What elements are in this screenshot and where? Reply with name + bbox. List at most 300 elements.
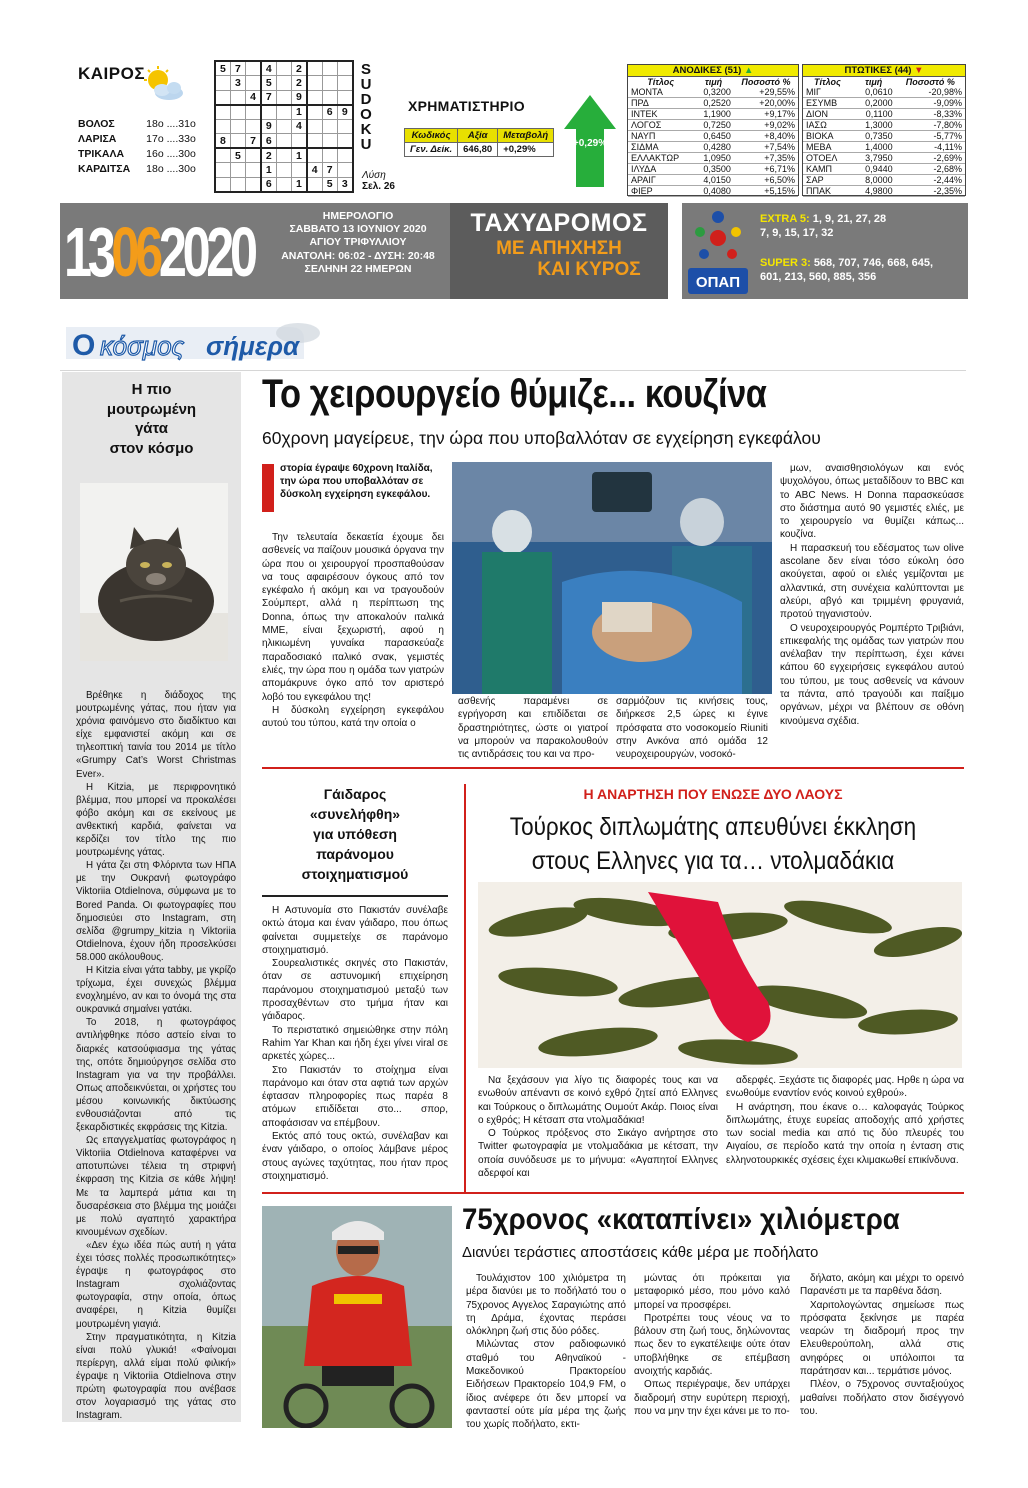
sun-cloud-icon <box>142 66 184 104</box>
market-price: 0,9440 <box>852 164 896 175</box>
sudoku-cell: 7 <box>230 61 245 76</box>
gainers-title <box>628 65 798 77</box>
sudoku-cell <box>291 134 306 149</box>
market-col-header: Τίτλος <box>647 77 675 87</box>
stock-index-value: 646,80 <box>458 143 498 157</box>
sudoku-cell: 9 <box>261 119 276 134</box>
market-price: 0,7250 <box>693 120 734 131</box>
market-row <box>803 142 965 153</box>
market-row <box>803 98 965 109</box>
extra5-numbers: 1, 9, 21, 27, 28 <box>812 213 887 225</box>
cyclist-photo <box>262 1206 452 1428</box>
weather-city: ΤΡΙΚΑΛΑ <box>78 147 125 160</box>
sudoku-cell <box>230 105 245 120</box>
sudoku-row <box>215 163 353 178</box>
cyclist-column-2 <box>634 1272 790 1418</box>
sudoku-cell <box>337 90 352 105</box>
sudoku-cell: 2 <box>291 61 306 76</box>
sudoku-cell <box>307 105 322 120</box>
donkey-title-line: για υπόθεση <box>313 826 397 842</box>
sudoku-cell <box>307 148 322 163</box>
market-row <box>628 87 798 98</box>
sudoku-cell <box>322 61 337 76</box>
sudoku-cell <box>230 177 245 192</box>
sudoku-cell: 5 <box>230 148 245 163</box>
big-date <box>64 210 254 294</box>
market-price: 1,0950 <box>693 153 734 164</box>
cat-title-line: μουτρωμένη <box>106 400 197 418</box>
paragraph: Η γάτα ζει στη Φλόριντα των ΗΠΑ με την Ουκρανή φωτογράφο Viktoriia Otdielnova, σύμφωνα με το Bored Panda. Οι φωτογραφίες που δημοσιεύει στο Instagram, στη σελίδα @grumpy_kitzia η Viktoriia Otdielnova, έχουν ήδη προσελκύσει 58.000 ακόλουθους. <box>76 860 236 963</box>
stock-title: ΧΡΗΜΑΤΙΣΤΗΡΙΟ <box>408 98 525 114</box>
market-change: -2,69% <box>896 153 965 164</box>
sudoku-solution-label: Λύση <box>362 170 386 181</box>
sudoku-cell <box>246 105 261 120</box>
market-change: +20,00% <box>734 98 798 109</box>
paragraph: Βρέθηκε η διάδοχος της μουτρωμένης γάτας, που ήταν για χρόνια φαινόμενο στο διαδίκτυο και είχε εμφανιστεί ακόμη και σε τηλεοπτική ταινία του 2014 με τίτλο «Grumpy Cat’s Worst Christmas Ever». <box>76 690 236 780</box>
paragraph: Η Kitzia είναι γάτα tabby, με γκρίζο τρίχωμα, έχει συνεχώς βλέμμα ενοχλημένο, αν και το όνομά της στα ουκρανικά σημαίνει γατάκι. <box>76 964 236 1016</box>
calendar-line: ΗΜΕΡΟΛΟΓΙΟ <box>322 210 394 222</box>
sudoku-cell <box>276 76 291 91</box>
market-row <box>803 109 965 120</box>
opap-logo <box>686 210 750 296</box>
green-up-icon: ▲ <box>744 65 754 76</box>
paragraph: Στο Πακιστάν το στοίχημα είναι παράνομο και όταν στα αφτιά των αρχών έφτασαν πληροφορίες πως παρέα 8 ατόμων επιδίδεται στο... σπορ, αποφάσισαν να επέμβουν. <box>262 1064 448 1129</box>
sudoku-cell <box>215 177 230 192</box>
calendar-line: ΑΝΑΤΟΛΗ: 06:02 - ΔΥΣΗ: 20:48 <box>281 249 435 262</box>
market-row <box>628 164 798 175</box>
opap-results <box>760 212 964 284</box>
market-symbol: ΕΛΛΑΚΤΩΡ <box>628 153 693 164</box>
market-change: +29,55% <box>734 87 798 98</box>
market-price: 1,1900 <box>693 109 734 120</box>
sudoku-letter: U <box>360 136 372 153</box>
sudoku-cell <box>215 163 230 178</box>
sudoku-cell <box>215 105 230 120</box>
weather-temp: 18ο ....30ο <box>146 162 196 175</box>
market-row <box>803 153 965 164</box>
sudoku-row <box>215 134 353 149</box>
stock-header: Μεταβολή <box>498 129 554 143</box>
super3-numbers-2: 601, 213, 560, 885, 356 <box>760 271 877 283</box>
market-symbol: ΜΕΒΑ <box>803 142 852 153</box>
sudoku-cell <box>276 148 291 163</box>
market-change: +7,35% <box>734 153 798 164</box>
main-column-4 <box>780 462 964 728</box>
paragraph: αδερφές. Ξεχάστε τις διαφορές μας. Ηρθε η ώρα να ενωθούμε εναντίον ενός κοινού εχθρού». <box>726 1075 964 1100</box>
opap-logo-icon <box>686 210 750 296</box>
sudoku-letter: S <box>360 61 371 78</box>
section-word-2: κόσμος <box>100 331 185 361</box>
stock-index-change: +0,29% <box>498 143 554 157</box>
paragraph: Η Kitzia, με περιφρονητικό βλέμμα, που μπορεί να προκαλέσει φόβο ακόμη και σε εκείνους με ανθεκτική καρδιά, φαίνεται να κερδίζει τον τίτλο της πιο μουτρωμένης γάτας. <box>76 781 236 859</box>
sudoku-cell <box>230 90 245 105</box>
market-row <box>803 131 965 142</box>
gainers-body <box>628 77 798 197</box>
section-word-1: Ο <box>72 329 96 362</box>
donkey-title-line: παράνομου <box>316 846 394 862</box>
sudoku-letter: U <box>360 76 372 93</box>
market-col-header: Ποσοστό % <box>905 77 955 87</box>
turkish-title-line: Τούρκος διπλωμάτης απευθύνει έκκληση <box>509 813 917 841</box>
paragraph: Ως επαγγελματίας φωτογράφος η Viktoriia Otdielnova καταφέρνει να αποτυπώνει τέλεια τη στριφνή έκφραση της Kitzia σε κάθε λήψη! Με τα λαμπερά μάτια και τη δυσαρέσκεια στο βλέμμα της μοιάζει με πολύ αγαπητό χαρακτήρα κινουμένων σχεδίων. <box>76 1135 236 1238</box>
turkish-headline <box>493 810 934 878</box>
paragraph: Τουλάχιστον 100 χιλιόμετρα τη μέρα διανύει με το ποδήλατό του ο 75χρονος Αγγελος Σαραγιώτης από τη Δράμα, έχοντας περάσει ολόκληρη ζωή στις δύο ρόδες. <box>466 1273 626 1338</box>
market-change: +6,71% <box>734 164 798 175</box>
masthead-tagline-1: ΜΕ ΑΠΗΧΗΣΗ <box>496 238 622 259</box>
market-symbol: ΒΙΟΚΑ <box>803 131 852 142</box>
market-price: 0,1100 <box>852 109 896 120</box>
market-change: -2,35% <box>896 186 965 197</box>
sudoku-letter: O <box>360 106 372 123</box>
sudoku-cell: 7 <box>246 134 261 149</box>
extra5-numbers-2: 7, 9, 15, 17, 32 <box>760 227 834 239</box>
paragraph: Η Αστυνομία στο Πακιστάν συνέλαβε οκτώ άτομα και έναν γάιδαρο, που όπως φαίνεται συμμετείχε σε παράνομο στοιχηματισμό. <box>262 905 448 956</box>
cyclist-column-3 <box>800 1272 964 1418</box>
drop-cap-bar <box>262 464 274 512</box>
divider <box>60 370 966 371</box>
calendar-line: ΣΕΛΗΝΗ 22 ΗΜΕΡΩΝ <box>304 262 412 275</box>
sudoku-row <box>215 177 353 192</box>
masthead-title: ΤΑΧΥΔΡΟΜΟΣ <box>470 209 648 237</box>
masthead-tagline-2: ΚΑΙ ΚΥΡΟΣ <box>537 259 641 280</box>
section-word-3: σήμερα <box>206 331 300 361</box>
market-symbol: ΟΤΟΕΛ <box>803 153 852 164</box>
sudoku-cell <box>261 105 276 120</box>
main-headline: Το χειρουργείο θύμιζε... κουζίνα <box>262 372 767 416</box>
market-price: 0,2000 <box>852 98 896 109</box>
surgery-photo <box>452 462 772 694</box>
sudoku-cell <box>230 119 245 134</box>
sudoku-row <box>215 148 353 163</box>
sudoku-cell <box>246 148 261 163</box>
sudoku-cell: 9 <box>337 105 352 120</box>
weather-row <box>78 146 196 161</box>
main-column-3: σαρμόζουν τις κινήσεις τους, διήρκεσε 2,5 ώρες κι έγινε πρόσφατα στο νοσοκομείο Riuniti στην Ανκόνα από ομάδα 12 νευροχειρουργών, νοσοκό- <box>616 696 768 761</box>
cat-title-line: Η πιο <box>131 381 172 398</box>
market-symbol: ΦΙΕΡ <box>628 186 693 197</box>
section-divider <box>262 767 964 769</box>
paragraph: Στην πραγματικότητα, η Kitzia είναι πολύ γλυκιά! «Φαίνομαι περίεργη, αλλά είμαι πολύ φιλική» έγραψε η Viktoriia Otdielnova στην πρώτη φωτογραφία που ανέβασε στον λογαριασμό της γάτας στο Instagram. <box>76 1331 236 1422</box>
weather-city: ΒΟΛΟΣ <box>78 117 115 130</box>
sudoku-cell: 4 <box>246 90 261 105</box>
date-year: 2020 <box>158 213 254 291</box>
sudoku-cell <box>230 134 245 149</box>
sudoku-cell: 1 <box>291 105 306 120</box>
sudoku-cell: 3 <box>337 177 352 192</box>
losers-body <box>803 77 965 197</box>
sudoku-cell <box>337 76 352 91</box>
donkey-title-line: «συνελήφθη» <box>309 806 401 822</box>
sudoku-cell: 4 <box>291 119 306 134</box>
sudoku-cell <box>307 119 322 134</box>
main-column-1 <box>262 531 444 730</box>
arrow-value: +0,29% <box>572 138 608 149</box>
sudoku-cell <box>307 177 322 192</box>
super3-numbers: 568, 707, 746, 668, 645, <box>813 257 934 269</box>
market-symbol: ΙΑΣΩ <box>803 120 852 131</box>
cat-title-line: στον κόσμο <box>109 439 194 457</box>
sudoku-row <box>215 61 353 76</box>
red-down-icon: ▼ <box>914 65 924 76</box>
gainers-title-text: ΑΝΟΔΙΚΕΣ (51) <box>672 65 742 76</box>
sudoku-row <box>215 90 353 105</box>
losers-title <box>803 65 965 77</box>
stock-index-name: Γεν. Δείκ. <box>405 143 458 157</box>
market-row <box>628 186 798 197</box>
market-change: -5,77% <box>896 131 965 142</box>
market-symbol: ΛΟΓΟΣ <box>628 120 693 131</box>
cat-title-line: γάτα <box>134 420 169 437</box>
sudoku-cell <box>337 148 352 163</box>
market-row <box>803 175 965 186</box>
market-row <box>628 142 798 153</box>
market-symbol: ΚΑΜΠ <box>803 164 852 175</box>
market-change: +8,40% <box>734 131 798 142</box>
market-row <box>803 87 965 98</box>
market-row <box>628 153 798 164</box>
sudoku-cell: 2 <box>261 148 276 163</box>
weather-temp: 18ο ....31ο <box>146 117 196 130</box>
market-row <box>628 109 798 120</box>
market-col-header: Τίτλος <box>813 77 841 87</box>
sudoku-cell: 4 <box>307 163 322 178</box>
cyclist-subtitle: Διανύει τεράστιες αποστάσεις κάθε μέρα με ποδήλατο <box>462 1244 819 1261</box>
weather-temp: 17ο ....33ο <box>146 132 196 145</box>
sudoku-cell <box>337 134 352 149</box>
market-change: -20,98% <box>896 87 965 98</box>
sudoku-cell: 7 <box>261 90 276 105</box>
paragraph: Μιλώντας στον ραδιοφωνικό σταθμό του Αθηναϊκού - Μακεδονικού Πρακτορείου Ειδήσεων Πρακτορείο 104,9 FM, ο ίδιος ανέφερε ότι δεν μπορεί να φανταστεί ούτε μία μέρα της ζωής του χωρίς ποδήλατο, εκτι- <box>466 1339 626 1431</box>
sudoku-row <box>215 105 353 120</box>
stock-header: Αξία <box>458 129 498 143</box>
turkish-title-line: στους Ελληνες για τα… ντολμαδάκια <box>531 847 895 875</box>
sudoku-grid <box>214 60 354 194</box>
sudoku-cell: 5 <box>322 177 337 192</box>
paragraph: Οπως περιέγραψε, δεν υπάρχει διαδρομή στην ευρύτερη περιοχή, που να μην την έχει κάνει με το πο- <box>634 1379 790 1417</box>
sudoku-solution-page: Σελ. 26 <box>362 181 395 192</box>
weather-row <box>78 131 196 146</box>
donkey-title-underline <box>262 895 448 897</box>
sudoku-cell <box>215 90 230 105</box>
sudoku-cell <box>215 148 230 163</box>
sudoku-cell <box>291 163 306 178</box>
stock-header: Κωδικός <box>405 129 458 143</box>
paragraph: δήλατο, ακόμη και μέχρι το ορεινό Παρανέστι με τα παρθένα δάση. <box>800 1273 964 1298</box>
paragraph: Το 2018, η φωτογράφος αντιλήφθηκε πόσο αστείο είναι το διαρκές κατσούφιασμα της γάτας της, οπότε δημιούργησε σελίδα στο Instagram για να την προβάλλει. Οπως αποδεικνύεται, οι χρήστες του μέσου κοινωνικής δικτύωσης ενθουσιάζονται από τις ξεκαρδιστικές εκφράσεις της Kitzia. <box>76 1017 236 1134</box>
date-month: 06 <box>111 213 159 291</box>
sudoku-solution-ref <box>362 170 395 192</box>
sudoku-cell <box>307 134 322 149</box>
paragraph: Εκτός από τους οκτώ, συνέλαβαν και έναν γάιδαρο, ο οποίος λάμβανε μέρος στους αγώνες ταχύτητας, που ήταν προς στοιχηματισμό. <box>262 1131 448 1182</box>
sudoku-cell <box>322 76 337 91</box>
section-banner <box>60 315 320 365</box>
market-change: -4,11% <box>896 142 965 153</box>
market-symbol: ΙΛΥΔΑ <box>628 164 693 175</box>
grumpy-cat-photo <box>80 483 228 661</box>
market-change: -2,68% <box>896 164 965 175</box>
sudoku-cell <box>307 76 322 91</box>
donkey-headline <box>262 784 448 884</box>
paragraph: Σουρεαλιστικές σκηνές στο Πακιστάν, όταν σε αστυνομική επιχείρηση παράνομου στοιχηματισμού μεταξύ των προσαχθέντων στο τμήμα ήταν και γάιδαρος. <box>262 958 448 1023</box>
market-price: 0,4280 <box>693 142 734 153</box>
weather-row <box>78 161 196 176</box>
opap-logo-text: ΟΠΑΠ <box>695 274 741 291</box>
calendar-line: ΑΓΙΟΥ ΤΡΙΦΥΛΛΙΟΥ <box>309 236 407 249</box>
market-row <box>628 120 798 131</box>
market-col-header: Ποσοστό % <box>741 77 791 87</box>
market-price: 8,0000 <box>852 175 896 186</box>
market-symbol: ΝΑΥΠ <box>628 131 693 142</box>
cyclist-headline: 75χρονος «καταπίνει» χιλιόμετρα <box>462 1203 900 1236</box>
sudoku-cell <box>307 90 322 105</box>
market-row <box>628 175 798 186</box>
market-row <box>803 120 965 131</box>
sudoku-cell <box>246 119 261 134</box>
market-price: 4,0150 <box>693 175 734 186</box>
paragraph: μων, αναισθησιολόγων και ενός ψυχολόγου, όπως μεταδίδουν το BBC και το ABC News. Η Donna παρασκεύασε στο διάστημα αυτό 90 γεμιστές ελιές, με το χειρουργείο να θυμίζει κάπως... κουζίνα. <box>780 463 964 541</box>
sudoku-cell <box>276 177 291 192</box>
sudoku-cell <box>276 61 291 76</box>
weather-table <box>78 116 196 176</box>
market-change: -7,80% <box>896 120 965 131</box>
turkish-column-2 <box>726 1074 964 1167</box>
sudoku-cell: 1 <box>291 148 306 163</box>
market-symbol: ΠΠΑΚ <box>803 186 852 197</box>
sudoku-cell: 8 <box>215 134 230 149</box>
market-header-row <box>803 77 965 87</box>
market-change: -8,33% <box>896 109 965 120</box>
market-symbol: ΜΟΝΤΑ <box>628 87 693 98</box>
stock-index-table <box>404 128 554 157</box>
market-symbol: ΠΡΔ <box>628 98 693 109</box>
weather-city: ΛΑΡΙΣΑ <box>78 132 117 145</box>
paragraph: Πλέον, ο 75χρονος συνταξιούχος μαθαίνει ποδήλατο στον δισέγγονό του. <box>800 1379 964 1417</box>
market-price: 3,7950 <box>852 153 896 164</box>
sudoku-cell <box>215 76 230 91</box>
paragraph: Το περιστατικό σημειώθηκε στην πόλη Rahim Yar Khan και ήδη έχει γίνει viral σε αρκετές χώρες... <box>262 1024 448 1063</box>
sudoku-cell <box>322 134 337 149</box>
sudoku-cell <box>337 163 352 178</box>
paragraph: Να ξεχάσουν για λίγο τις διαφορές τους και να ενωθούν απέναντι σε κοινό εχθρό ζητεί από Ελληνες και Τούρκους ο διπλωμάτης Ουμούτ Ακάρ. Ποιος είναι ο εχθρός; Η κέτσαπ στα ντολμαδάκια! <box>478 1075 718 1126</box>
main-lead: στορία έγραψε 60χρονη Ιταλίδα, την ώρα που υποβαλλόταν σε δύσκολη εγχείρηση εγκεφάλου. <box>280 463 433 501</box>
paragraph: Ο νευροχειρουργός Ρομπέρτο Τριβιάνι, επικεφαλής της ομάδας των γιατρών που ανέλαβαν την περίπτωση, έχει κάνει κάπου 60 εγχειρήσεις εγκεφάλου αυτού του τύπου, με τους ασθενείς να κάνουν τα πάντα, από τραγούδι και παίξιμο οργάνων, μέχρι να βλέπουν σε οθόνη κινούμενα σχέδια. <box>780 622 964 727</box>
paragraph: Η δύσκολη εγχείρηση εγκεφάλου αυτού του τύπου, κατά την οποία ο <box>262 704 444 730</box>
sudoku-cell <box>276 163 291 178</box>
sudoku-cell <box>230 163 245 178</box>
sudoku-cell <box>246 61 261 76</box>
sudoku-table <box>214 60 354 193</box>
sudoku-cell: 7 <box>322 163 337 178</box>
sudoku-word <box>358 62 374 152</box>
dolmades-ketchup-photo <box>478 882 962 1068</box>
sudoku-cell <box>322 90 337 105</box>
market-price: 4,9800 <box>852 186 896 197</box>
losers-title-text: ΠΤΩΤΙΚΕΣ (44) <box>844 65 912 76</box>
weather-row <box>78 116 196 131</box>
sudoku-cell <box>322 148 337 163</box>
market-price: 0,7350 <box>852 131 896 142</box>
market-change: +9,17% <box>734 109 798 120</box>
weather-box <box>78 64 204 186</box>
sudoku-cell <box>337 119 352 134</box>
market-change: -9,09% <box>896 98 965 109</box>
market-row <box>803 186 965 197</box>
sudoku-cell <box>276 105 291 120</box>
market-row <box>803 164 965 175</box>
market-row <box>628 98 798 109</box>
market-change: +5,15% <box>734 186 798 197</box>
market-col-header: τιμή <box>865 77 883 87</box>
sudoku-cell <box>215 119 230 134</box>
sudoku-cell <box>276 134 291 149</box>
extra5-label: EXTRA 5: <box>760 213 810 225</box>
vertical-divider <box>464 784 466 1192</box>
sudoku-cell <box>246 163 261 178</box>
sudoku-cell: 4 <box>261 61 276 76</box>
paragraph: Ο Τούρκος πρόξενος στο Σικάγο ανήρτησε στο Twitter φωτογραφία με ντολμαδάκια με κέτσαπ, την οποία συνόδευσε με το μήνυμα: «Αγαπητοί Ελληνες αδερφοί και <box>478 1128 718 1180</box>
market-header-row <box>628 77 798 87</box>
donkey-title-line: Γάιδαρος <box>323 786 387 802</box>
market-symbol: ΜΙΓ <box>803 87 852 98</box>
market-symbol: ΔΙΟΝ <box>803 109 852 120</box>
market-col-header: τιμή <box>705 77 723 87</box>
market-price: 0,0610 <box>852 87 896 98</box>
sudoku-cell: 5 <box>215 61 230 76</box>
donkey-title-line: στοιχηματισμού <box>301 866 409 882</box>
turkish-kicker: Η ΑΝΑΡΤΗΣΗ ΠΟΥ ΕΝΩΣΕ ΔΥΟ ΛΑΟΥΣ <box>583 786 843 802</box>
cyclist-column-1 <box>466 1272 626 1432</box>
sudoku-cell <box>246 76 261 91</box>
sudoku-cell: 3 <box>230 76 245 91</box>
market-change: +7,54% <box>734 142 798 153</box>
losers-table <box>802 64 966 196</box>
market-symbol: ΣΙΔΜΑ <box>628 142 693 153</box>
paragraph: Η παρασκευή του εδέσματος των olive ascolane δεν είναι τόσο εύκολη όσο ακούγεται, αφού οι ελιές γεμίζονται με αλλαντικά, στη συνέχεια καλύπτονται με αλεύρι, αβγό και τριμμένη φρυγανιά, προτού τηγανιστούν. <box>780 542 964 621</box>
sudoku-cell: 9 <box>291 90 306 105</box>
market-change: +9,02% <box>734 120 798 131</box>
sudoku-cell <box>246 177 261 192</box>
market-price: 0,3200 <box>693 87 734 98</box>
date-day: 13 <box>64 213 112 291</box>
main-column-2: ασθενής παραμένει σε εγρήγορση και επιδίδεται σε δραστηριότητες, ώστε οι γιατροί να μπορούν να παρακολουθούν τις αντιδράσεις του και να προ- <box>458 696 608 761</box>
paragraph: Την τελευταία δεκαετία έχουμε δει ασθενείς να παίζουν μουσικά όργανα την ώρα που οι χειρουργοί προσπαθούσαν να τους αφαιρέσουν όγκους από τον εγκέφαλο ή ακόμη και να τραγουδούν Σούμπερτ, αλλά η περίπτωση της Donna, όπως την αποκαλούν ιταλικά ΜΜΕ, είναι ξεχωριστή, αφού η ηλικιωμένη γυναίκα παρασκεύαζε παραδοσιακό ιταλικό σνακ, γεμιστές ελιές, την ώρα που η ομάδα των γιατρών απομάκρυνε όγκο από τον αριστερό λοβό του εγκεφάλου της! <box>262 532 444 703</box>
sudoku-cell <box>276 90 291 105</box>
calendar-line: ΣΑΒΒΑΤΟ 13 ΙΟΥΝΙΟΥ 2020 <box>289 223 427 236</box>
cat-article-body <box>76 689 236 1422</box>
sudoku-cell <box>276 119 291 134</box>
market-row <box>628 131 798 142</box>
market-change: -2,44% <box>896 175 965 186</box>
sudoku-cell: 1 <box>291 177 306 192</box>
market-symbol: ΣΑΡ <box>803 175 852 186</box>
gainers-table <box>627 64 799 196</box>
sudoku-cell: 6 <box>322 105 337 120</box>
sudoku-row <box>215 76 353 91</box>
sudoku-cell <box>337 61 352 76</box>
sudoku-cell: 5 <box>261 76 276 91</box>
sudoku-cell: 6 <box>261 134 276 149</box>
market-symbol: ΑΡΑΙΓ <box>628 175 693 186</box>
sudoku-row <box>215 119 353 134</box>
sudoku-cell <box>307 61 322 76</box>
market-price: 0,6450 <box>693 131 734 142</box>
main-subtitle: 60χρονη μαγείρευε, την ώρα που υποβαλλόταν σε εγχείρηση εγκεφάλου <box>262 428 821 448</box>
weather-city: ΚΑΡΔΙΤΣΑ <box>78 162 131 175</box>
market-price: 0,2520 <box>693 98 734 109</box>
calendar-info <box>276 210 440 276</box>
cat-title <box>62 380 241 458</box>
sudoku-cell: 2 <box>291 76 306 91</box>
